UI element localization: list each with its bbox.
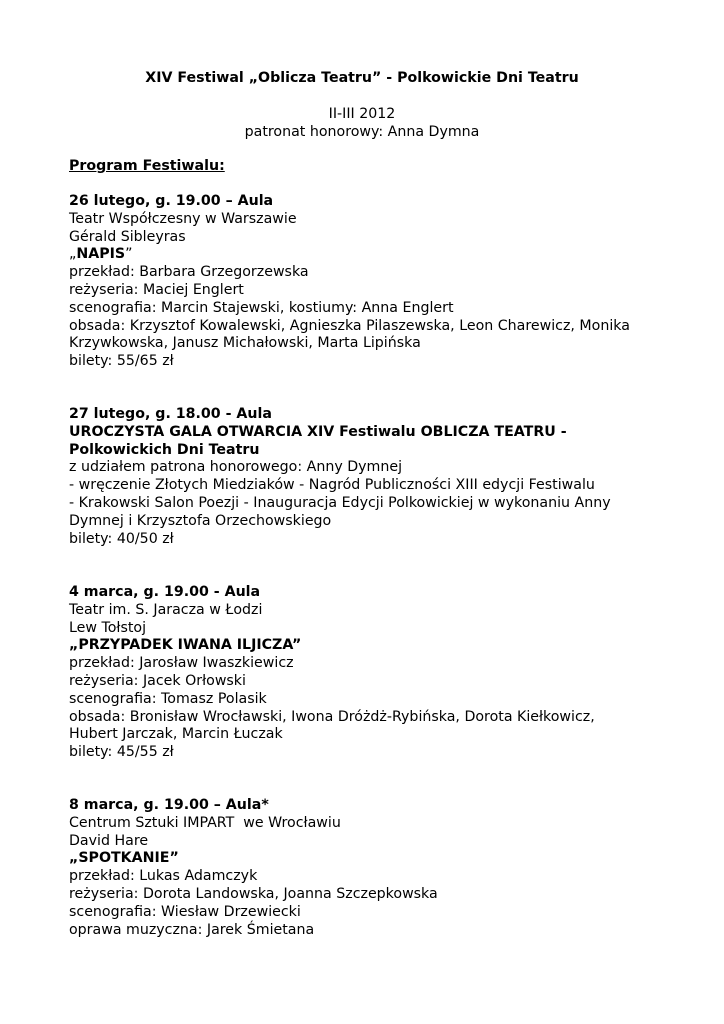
- gala-title-line-1: UROCZYSTA GALA OTWARCIA XIV Festiwalu OBLICZA TEATRU -: [69, 423, 567, 440]
- event-cast-line-2: Hubert Jarczak, Marcin Łuczak: [69, 726, 283, 743]
- event-author: David Hare: [69, 832, 149, 849]
- event-theatre: Teatr Współczesny w Warszawie: [69, 210, 297, 227]
- event-direction: reżyseria: Dorota Landowska, Joanna Szczepkowska: [69, 885, 438, 902]
- event-direction: reżyseria: Jacek Orłowski: [69, 672, 246, 689]
- event-title: „SPOTKANIE”: [69, 850, 179, 867]
- event-item-2-line-1: - Krakowski Salon Poezji - Inauguracja Edycji Polkowickiej w wykonaniu Anny: [69, 494, 611, 511]
- event-cast-line-1: obsada: Bronisław Wrocławski, Iwona Dróżdż-Rybińska, Dorota Kiełkowicz,: [69, 708, 595, 725]
- event-scenography: scenografia: Marcin Stajewski, kostiumy: Anna Englert: [69, 299, 454, 316]
- event-4: [69, 797, 659, 939]
- event-scenography: scenografia: Tomasz Polasik: [69, 690, 267, 707]
- festival-dates: II-III 2012: [328, 106, 396, 122]
- title-open-quote: „: [69, 246, 77, 263]
- event-tickets: bilety: 45/55 zł: [69, 744, 174, 761]
- event-translation: przekład: Jarosław Iwaszkiewicz: [69, 655, 294, 672]
- event-title: [69, 246, 659, 264]
- title-text: NAPIS: [76, 246, 126, 263]
- event-translation: przekład: Lukas Adamczyk: [69, 868, 258, 885]
- event-date: 8 marca, g. 19.00 – Aula*: [69, 797, 269, 813]
- event-with: z udziałem patrona honorowego: Anny Dymnej: [69, 459, 403, 476]
- event-cast-line-2: Krzywkowska, Janusz Michałowski, Marta Lipińska: [69, 335, 421, 352]
- event-music: oprawa muzyczna: Jarek Śmietana: [69, 921, 315, 938]
- event-direction: reżyseria: Maciej Englert: [69, 281, 244, 298]
- festival-title: XIV Festiwal „Oblicza Teatru” - Polkowickie Dni Teatru: [145, 70, 579, 86]
- event-date: 26 lutego, g. 19.00 – Aula: [69, 193, 274, 209]
- festival-patron: patronat honorowy: Anna Dymna: [244, 124, 480, 140]
- event-date: 27 lutego, g. 18.00 - Aula: [69, 406, 272, 422]
- event-tickets: bilety: 55/65 zł: [69, 353, 174, 370]
- event-theatre: Teatr im. S. Jaracza w Łodzi: [69, 601, 263, 618]
- title-close-quote: ”: [125, 246, 133, 263]
- event-tickets: bilety: 40/50 zł: [69, 530, 174, 547]
- event-theatre: Centrum Sztuki IMPART we Wrocławiu: [69, 814, 341, 831]
- event-cast-line-1: obsada: Krzysztof Kowalewski, Agnieszka Pilaszewska, Leon Charewicz, Monika: [69, 317, 630, 334]
- event-author: Lew Tołstoj: [69, 619, 147, 636]
- program-heading: Program Festiwalu:: [69, 158, 225, 174]
- event-title: „PRZYPADEK IWANA ILJICZA”: [69, 637, 302, 654]
- event-item-1: - wręczenie Złotych Miedziaków - Nagród Publiczności XIII edycji Festiwalu: [69, 477, 595, 494]
- event-2: [69, 406, 659, 548]
- event-translation: przekład: Barbara Grzegorzewska: [69, 264, 309, 281]
- event-date: 4 marca, g. 19.00 - Aula: [69, 584, 261, 600]
- event-author: Gérald Sibleyras: [69, 228, 186, 245]
- event-3: [69, 584, 659, 762]
- gala-title-line-2: Polkowickich Dni Teatru: [69, 441, 260, 458]
- event-scenography: scenografia: Wiesław Drzewiecki: [69, 903, 301, 920]
- event-1: [69, 193, 659, 371]
- event-item-2-line-2: Dymnej i Krzysztofa Orzechowskiego: [69, 512, 332, 529]
